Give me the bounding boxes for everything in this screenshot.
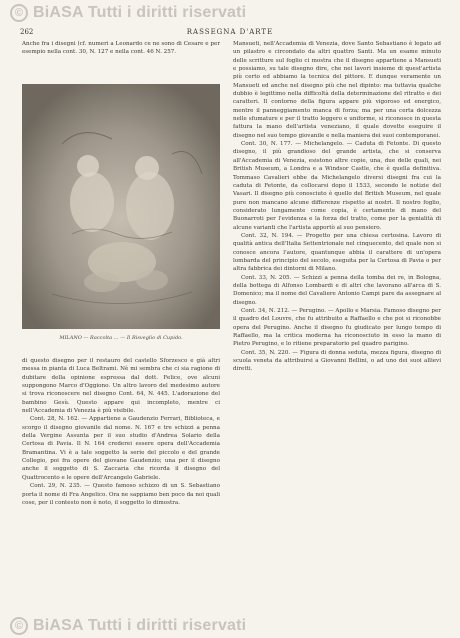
paragraph: Cont. 32, N. 194. — Progetto per una chiesa certosina. Lavoro di qualità antica dell'Italia Settentrionale nel cinquecento, del quale non si conosce ancora l'autore, quantunque abbia il carattere di un'opera lombarda del principio del secolo, eseguita per la Certosa di Pavia o per altra fabbrica dei dintorni di Milano.: [233, 232, 441, 273]
copyright-icon: ©: [10, 4, 28, 22]
page-header: [20, 28, 440, 40]
watermark-text: BiASA Tutti i diritti riservati: [33, 617, 247, 634]
paragraph: Cont. 34, N. 212. — Perugino. — Apollo e Marsia. Famoso disegno per il quadro del Louvre, che fu attribuito a Raffaello e che poi si riconobbe opera del Perugino. Anche il disegno fu giudicato per lungo tempo di Raffaello, ma la critica moderna ha riconosciuto in esso la mano di Pietro Perugino, e lo ritiene preparatorio pel quadro parigino.: [233, 308, 441, 348]
watermark-text: BiASA Tutti i diritti riservati: [33, 4, 247, 21]
engraving-image: [22, 84, 220, 329]
figure-caption: MILANO — Raccolta … — Il Risveglio di Cupido.: [59, 335, 183, 341]
paragraph: Cont. 30, N. 177. — Michelangelo. — Caduta di Fetonte. Di questo disegno, il più grandioso del grande artista, che si conserva all'Accademia di Venezia, esistono altre copie, una, due delle quali, nei British Museum, a Londra e a Windsor Castle, che è quella definitiva. Tommaso Cavalieri ebbe da Michelangelo diversi disegni fra cui la caduta di Fetonte, da collocarsi dopo il 1533, secondo le notizie del Vasari. Il disegno più conosciuto è quello del British Museum, nel quale pure non mancano alcune differenze rispetto ai nostri. Il nostro foglio, considerato lungamente come copia, è certamente di mano del Buonarroti per l'evidenza e la forza del tratto, come per la genialità di alcune varianti che l'artista apportò al suo pensiero.: [233, 141, 441, 231]
paragraph: Mansueti, nell'Accademia di Venezia, dove Santo Sebastiano è legato ad un pilastro e circondato da altri quattro Santi. Ma un esame minuto delle scritture sul foglio ci mostra che il disegno appartiene a Mansueti e possiamo, su tale disegno dire, che nei lavori insieme di quest'artista più certo ed abbiamo la tecnica del pittore. E dunque veramente un Mansueti ed anche nel disegno più che nel dipinto: ma tuttavia qualche dubbio è legittimo nella difficoltà della determinazione del ritratto e dei caratteri. Il contorno della figura appare più vigoroso ed energico, mentre il panneggiamento manca di forza; ma per una certa dolcezza nelle sfumature e per il tratto leggero e uniforme, si riconosce in questa fattura la mano dell'artista veneziano, il quale dovette eseguire il disegno nel suo tempo giovanile e nella maniera dei suoi contemporanei.: [233, 41, 441, 139]
left-column-top: [22, 40, 220, 80]
page-number: 262: [20, 28, 34, 36]
paragraph: Cont. 33, N. 205. — Schizzi a penna della tomba dei re, in Bologna, della bottega di Alfonso Lombardi e di altri che lavorano all'arca di S. Domenico; ma il nome del Cavaliere Antonio Campi pare da assegnare al disegno.: [233, 274, 441, 306]
right-column: [233, 40, 441, 630]
watermark-bottom: [10, 617, 246, 635]
running-title: RASSEGNA D'ARTE: [186, 28, 274, 36]
left-column-bottom: [22, 357, 220, 629]
paragraph: di questo disegno per il restauro del castello Sforzesco e già altri messa in pianta di Luca Beltrami. Nè mi sembra che ci sia ragione di dubitare della opinione espressa dal dott. Felice, ove alcuni suppongono Marco d'Oggiono. Un altro lavoro del medesimo autore si trova riconoscere nel disegno Cont. 64, N. 445. L'adorazione del bambino Gesù. Questo appare qui incompleto, mentre ci nell'Accademia di Venezia è più visibile.: [22, 358, 220, 415]
paragraph: Cont. 35, N. 220. — Figura di donna seduta, mezza figura, disegno di scuola veneta da attribuirsi a Giovanni Bellini, o ad uno dei suoi allievi diretti.: [233, 349, 441, 373]
copyright-icon: ©: [10, 617, 28, 635]
figure: [22, 84, 220, 356]
paragraph: Cont. 29, N. 235. — Questo famoso schizzo di un S. Sebastiano porta il nome di Fra Angelico. Ora ne sappiamo ben poco da noi quali cose, per il contesto non è noto, il soggetto lo dimostra.: [22, 483, 220, 506]
watermark-top: [10, 4, 246, 22]
paragraph: Cont. 28, N. 162. — Appartiene a Gaudenzio Ferrari, Biblioteca, e scorgo il disegno giovanile dal nome. N. 167 e tre schizzi a penna della Vergine Assunta per il suo studio d'Andrea Solario della Certosa di Pavia. Il N. 164 crederei essere opera dell'Accademia Bramantina. Vi è a tale soggetto la serie del piccolo e del grande Collegio, poi fra opere del giovane Gaudenzio; una per il disegno anche il soggetto di S. Zaccaria che ricorda il disegno del Quattrocento e le opere dell'Arcangelo Gabriele.: [22, 416, 220, 481]
paragraph: Anche fra i disegni (cf. numeri a Leonardo ce ne sono di Cesare e per esempio nella cont. 30, N. 127 e nella cont. 46 N. 257.: [22, 41, 220, 56]
cupid-drawing-illustration: [22, 84, 220, 329]
